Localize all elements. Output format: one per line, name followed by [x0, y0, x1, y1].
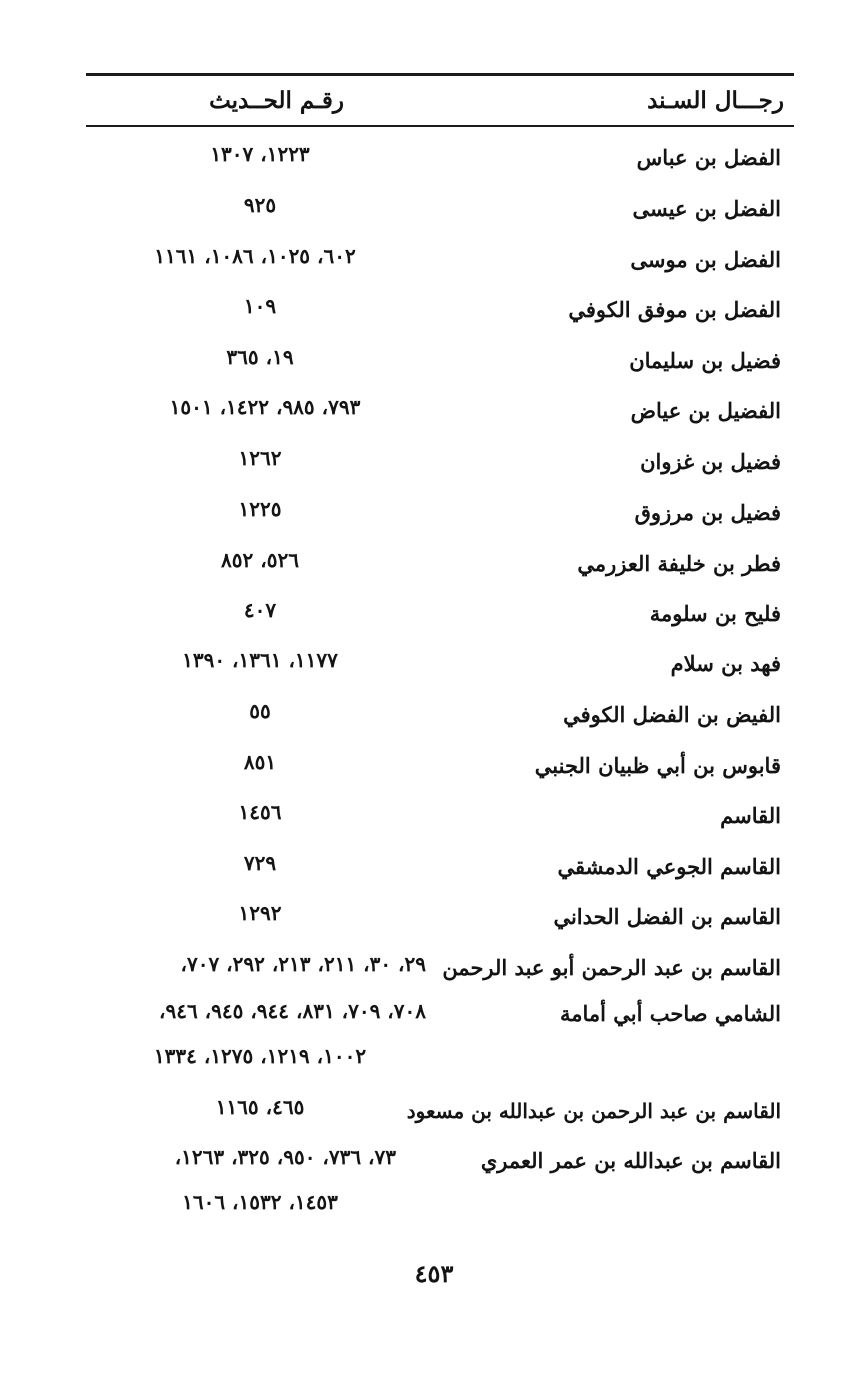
hadith-numbers: ١٢٦٢ [238, 446, 282, 470]
header-narrators-column: رجـــال السـند [647, 87, 784, 114]
narrator-name: فضيل بن سليمان [629, 348, 781, 373]
narrator-name: القاسم الجوعي الدمشقي [557, 854, 781, 879]
hadith-numbers: ٦٠٢، ١٠٢٥، ١٠٨٦، ١١٦١ [154, 244, 356, 268]
hadith-numbers: ٧٢٩ [243, 851, 277, 875]
hadith-numbers: ٧٩٣، ٩٨٥، ١٤٢٢، ١٥٠١ [169, 395, 361, 419]
hadith-numbers: ٥٥ [249, 699, 271, 723]
hadith-numbers: ١٢٢٣، ١٣٠٧ [210, 142, 310, 166]
narrator-name: الفيض بن الفضل الكوفي [563, 702, 781, 727]
narrator-name: فضيل بن غزوان [640, 449, 781, 474]
narrator-name-continued: الشامي صاحب أبي أمامة [559, 1001, 781, 1026]
hadith-numbers: ٧٠٨، ٧٠٩، ٨٣١، ٩٤٤، ٩٤٥، ٩٤٦، [159, 999, 426, 1023]
hadith-numbers: ١٩، ٣٦٥ [226, 345, 294, 369]
hadith-numbers: ١٠٩ [243, 294, 277, 318]
narrator-name: القاسم بن عبد الرحمن بن عبدالله بن مسعود [406, 1099, 781, 1123]
hadith-numbers: ٢٩، ٣٠، ٢١١، ٢١٣، ٢٩٢، ٧٠٧، [180, 952, 426, 976]
narrator-name: الفضل بن موسى [630, 247, 781, 272]
hadith-numbers: ١٤٥٦ [238, 800, 282, 824]
hadith-numbers: ١١٧٧، ١٣٦١، ١٣٩٠ [182, 648, 338, 672]
page-number: ٤٥٣ [414, 1259, 454, 1288]
narrator-name: الفضل بن موفق الكوفي [568, 297, 781, 322]
narrator-name: القاسم بن عبد الرحمن أبو عبد الرحمن [442, 955, 781, 980]
hadith-numbers: ٤٦٥، ١١٦٥ [215, 1095, 305, 1119]
hadith-numbers: ٤٠٧ [243, 598, 277, 622]
narrator-name: الفضيل بن عياض [630, 398, 781, 423]
hadith-numbers-continued: ١٤٥٣، ١٥٣٢، ١٦٠٦ [182, 1190, 338, 1214]
hadith-numbers: ٩٢٥ [243, 193, 277, 217]
narrator-name: الفضل بن عباس [636, 145, 781, 170]
narrator-name: القاسم بن الفضل الحداني [553, 904, 781, 929]
narrator-name: فهد بن سلام [670, 651, 781, 676]
header-hadith-number-column: رقـم الحــديث [209, 87, 344, 114]
narrator-name: فطر بن خليفة العزرمي [577, 551, 781, 576]
narrator-name: قابوس بن أبي ظبيان الجنبي [534, 753, 781, 778]
narrator-name: الفضل بن عيسى [632, 196, 781, 221]
hadith-numbers: ٧٣، ٧٣٦، ٩٥٠، ٣٢٥، ١٢٦٣، [174, 1145, 396, 1169]
hadith-numbers: ١٢٢٥ [238, 497, 282, 521]
hadith-numbers-continued: ١٠٠٢، ١٢١٩، ١٢٧٥، ١٣٣٤ [153, 1044, 367, 1068]
narrator-name: فضيل بن مرزوق [634, 500, 781, 525]
hadith-numbers: ١٢٩٢ [238, 901, 282, 925]
hadith-numbers: ٥٢٦، ٨٥٢ [221, 548, 299, 572]
narrator-name: القاسم [720, 803, 781, 828]
narrator-name: فليح بن سلومة [649, 601, 781, 626]
hadith-numbers: ٨٥١ [243, 750, 277, 774]
narrator-name: القاسم بن عبدالله بن عمر العمري [480, 1148, 781, 1173]
